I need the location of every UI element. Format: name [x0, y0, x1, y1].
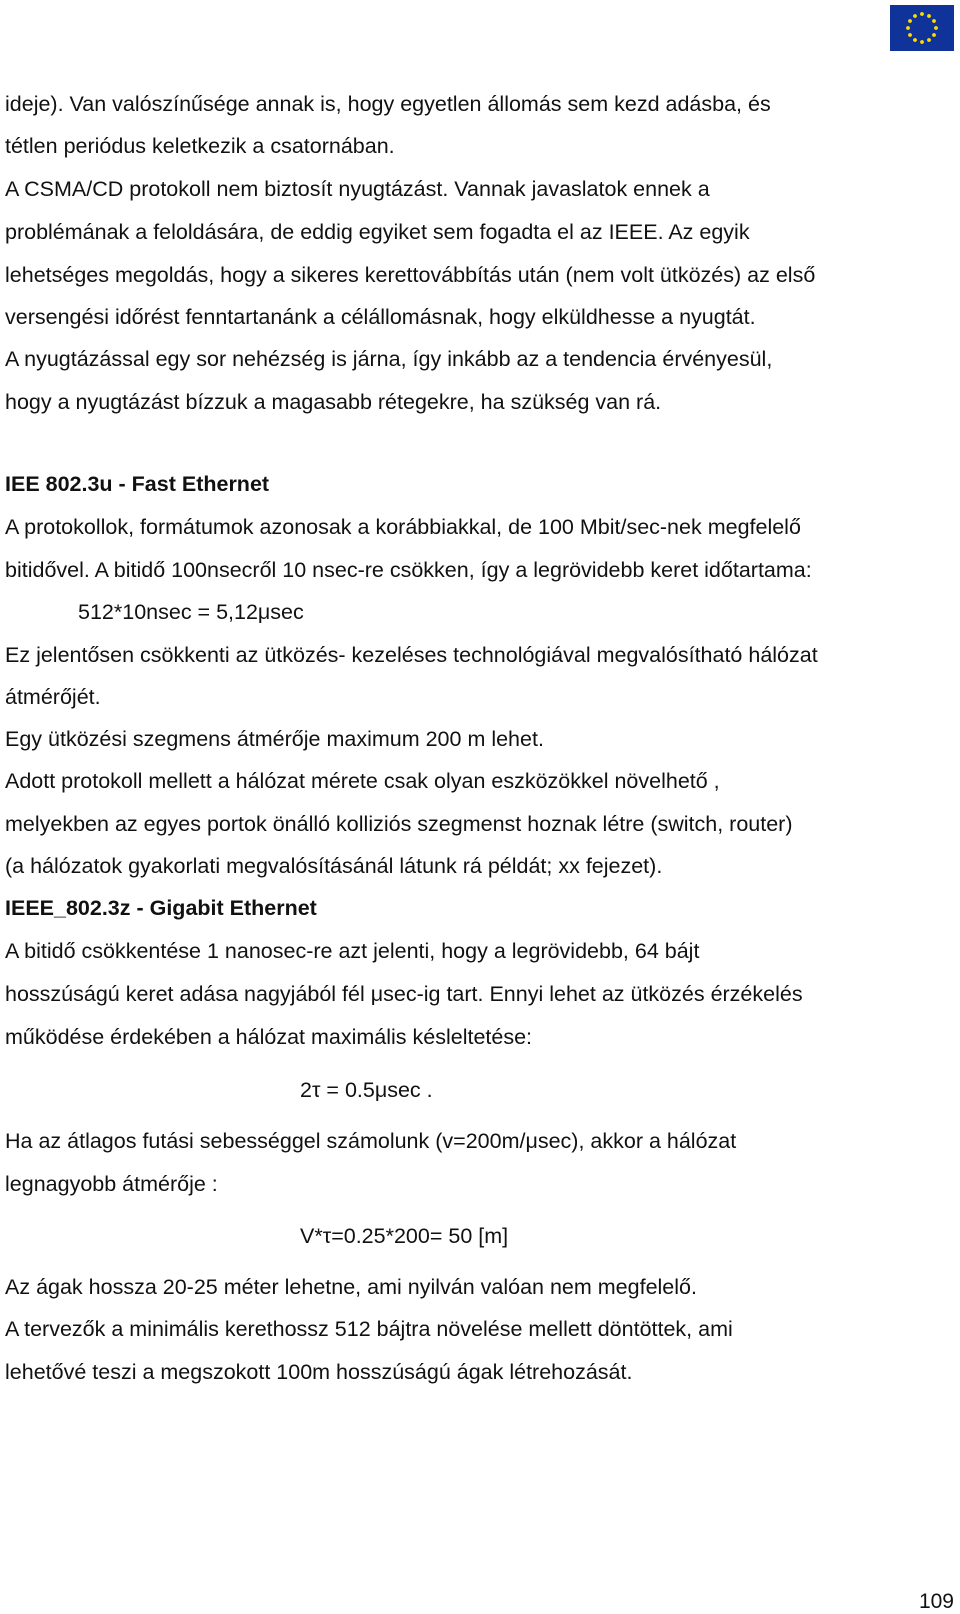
- section-heading-fast-ethernet: IEE 802.3u - Fast Ethernet: [5, 472, 270, 496]
- section-heading-gigabit-ethernet: IEEE_802.3z - Gigabit Ethernet: [5, 896, 317, 920]
- body-line-17: A bitidő csökkentése 1 nanosec-re azt jelenti, hogy a legrövidebb, 64 bájt: [5, 939, 700, 963]
- eu-flag-icon: [890, 5, 954, 51]
- page-number: 109: [918, 1590, 954, 1613]
- body-line-14: Adott protokoll mellett a hálózat mérete csak olyan eszközökkel növelhető ,: [5, 769, 720, 793]
- body-line-24: lehetővé teszi a megszokott 100m hosszúságú ágak létrehozását.: [5, 1360, 633, 1384]
- body-line-9: A protokollok, formátumok azonosak a korábbiakkal, de 100 Mbit/sec-nek megfelelő: [5, 515, 801, 539]
- body-line-11: Ez jelentősen csökkenti az ütközés- kezeléses technológiával megvalósítható hálózat: [5, 643, 818, 667]
- body-line-3: A CSMA/CD protokoll nem biztosít nyugtázást. Vannak javaslatok ennek a: [5, 177, 710, 201]
- body-line-12: átmérőjét.: [5, 685, 101, 709]
- body-line-6: versengési időrést fenntartanánk a célállomásnak, hogy elküldhesse a nyugtát.: [5, 305, 756, 329]
- body-line-8: hogy a nyugtázást bízzuk a magasabb rétegekre, ha szükség van rá.: [5, 390, 662, 414]
- body-line-21: legnagyobb átmérője :: [5, 1172, 218, 1196]
- formula-bit-time: 512*10nsec = 5,12μsec: [78, 600, 304, 624]
- body-line-4: problémának a feloldására, de eddig egyiket sem fogadta el az IEEE. Az egyik: [5, 220, 750, 244]
- body-line-10: bitidővel. A bitidő 100nsecről 10 nsec-re csökken, így a legrövidebb keret időtartama:: [5, 558, 812, 582]
- body-line-1: ideje). Van valószínűsége annak is, hogy egyetlen állomás sem kezd adásba, és: [5, 92, 771, 116]
- body-line-23: A tervezők a minimális kerethossz 512 bájtra növelése mellett döntöttek, ami: [5, 1317, 733, 1341]
- body-line-7: A nyugtázással egy sor nehézség is járna, így inkább az a tendencia érvényesül,: [5, 347, 773, 371]
- body-line-19: működése érdekében a hálózat maximális késleltetése:: [5, 1025, 533, 1049]
- formula-diameter: V*τ=0.25*200= 50 [m]: [300, 1224, 509, 1248]
- body-line-15: melyekben az egyes portok önálló kolliziós szegmenst hoznak létre (switch, router): [5, 812, 793, 836]
- body-line-13: Egy ütközési szegmens átmérője maximum 200 m lehet.: [5, 727, 544, 751]
- body-line-18: hosszúságú keret adása nagyjából fél μsec-ig tart. Ennyi lehet az ütközés érzékelés: [5, 982, 803, 1006]
- body-line-16: (a hálózatok gyakorlati megvalósításánál látunk rá példát; xx fejezet).: [5, 854, 663, 878]
- formula-delay: 2τ = 0.5μsec .: [300, 1078, 433, 1102]
- body-line-22: Az ágak hossza 20-25 méter lehetne, ami nyilván valóan nem megfelelő.: [5, 1275, 697, 1299]
- body-line-20: Ha az átlagos futási sebességgel számolunk (v=200m/μsec), akkor a hálózat: [5, 1129, 737, 1153]
- body-line-2: tétlen periódus keletkezik a csatornában.: [5, 134, 395, 158]
- body-line-5: lehetséges megoldás, hogy a sikeres kerettovábbítás után (nem volt ütközés) az első: [5, 263, 816, 287]
